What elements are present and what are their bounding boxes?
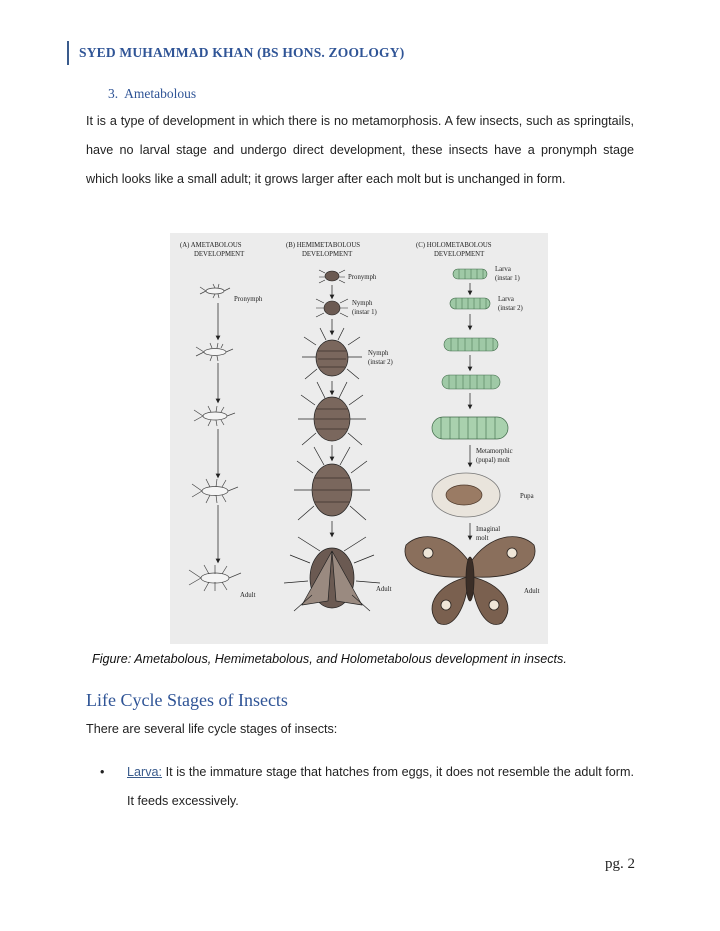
subsection-number: 3. xyxy=(108,86,119,101)
figure-caption: Figure: Ametabolous, Hemimetabolous, and Holometabolous development in insects. xyxy=(92,652,567,666)
label-b-nymph2-line1: Nymph xyxy=(368,350,389,357)
ametabolous-paragraph: It is a type of development in which there is no metamorphosis. A few insects, such as springtails, have no larval stage and undergo direct development, these insects have a pronymph stage which looks like a small adult; it grows larger after each molt but is unchanged in form. xyxy=(86,114,634,186)
col-a-instar-1 xyxy=(196,343,233,361)
label-c-larva2-line1: Larva xyxy=(498,296,514,303)
bullet-dot: • xyxy=(100,765,105,779)
col-b-nymph-2 xyxy=(302,328,362,379)
col-a-header-line2: DEVELOPMENT xyxy=(194,251,245,258)
label-a-adult: Adult xyxy=(240,592,256,599)
section-title: Life Cycle Stages of Insects xyxy=(86,690,288,710)
col-a-pronymph xyxy=(200,284,230,298)
col-c-larva-3 xyxy=(444,338,498,351)
col-a-instar-2 xyxy=(194,406,235,426)
page-number: pg. 2 xyxy=(605,856,635,872)
col-c-larva-5 xyxy=(432,417,508,439)
label-b-nymph1-line1: Nymph xyxy=(352,300,373,307)
col-c-larva-1 xyxy=(453,269,487,279)
document-header xyxy=(67,41,404,65)
label-c-meta-line1: Metamorphic xyxy=(476,448,513,455)
col-b-pronymph xyxy=(319,270,345,283)
header-title: SYED MUHAMMAD KHAN (BS HONS. ZOOLOGY) xyxy=(79,45,405,60)
col-c-header-line1: (C) HOLOMETABOLOUS xyxy=(416,242,492,249)
label-c-larva2-line2: (instar 2) xyxy=(498,305,523,312)
col-c-header-line2: DEVELOPMENT xyxy=(434,251,485,258)
label-c-larva1-line2: (instar 1) xyxy=(495,275,520,282)
bullet-body xyxy=(127,758,634,816)
label-c-meta-line2: (pupal) molt xyxy=(476,457,510,464)
label-b-pronymph: Pronymph xyxy=(348,274,377,281)
col-c-adult-moth xyxy=(405,537,535,625)
col-c-larva-2 xyxy=(450,298,490,309)
development-figure xyxy=(170,233,548,644)
label-c-imag-line2: molt xyxy=(476,535,489,542)
col-c-pupa xyxy=(432,473,500,517)
col-a-header-line1: (A) AMETABOLOUS xyxy=(180,242,242,249)
label-b-nymph1-line2: (instar 1) xyxy=(352,309,377,316)
label-c-imag-line1: Imaginal xyxy=(476,526,501,533)
subsection-heading xyxy=(108,86,196,102)
section-intro: There are several life cycle stages of insects: xyxy=(86,722,338,736)
col-c-larva-4 xyxy=(442,375,500,389)
label-a-pronymph: Pronymph xyxy=(234,296,263,303)
development-diagram xyxy=(170,233,548,644)
label-b-nymph2-line2: (instar 2) xyxy=(368,359,393,366)
label-c-pupa: Pupa xyxy=(520,493,534,500)
label-b-adult: Adult xyxy=(376,586,392,593)
col-b-header-line2: DEVELOPMENT xyxy=(302,251,353,258)
col-a-instar-3 xyxy=(192,479,238,503)
label-c-larva1-line1: Larva xyxy=(495,266,511,273)
col-a-adult xyxy=(189,565,241,591)
col-b-adult xyxy=(284,537,380,611)
col-b-nymph-1 xyxy=(316,299,348,317)
term-larva: Larva: xyxy=(127,765,163,779)
subsection-title: Ametabolous xyxy=(124,86,197,101)
label-c-adult: Adult xyxy=(524,588,540,595)
col-b-header-line1: (B) HEMIMETABOLOUS xyxy=(286,242,361,249)
bullet-text: It is the immature stage that hatches from eggs, it does not resemble the adult form. It feeds excessively. xyxy=(127,765,634,808)
list-item-larva xyxy=(100,758,634,816)
